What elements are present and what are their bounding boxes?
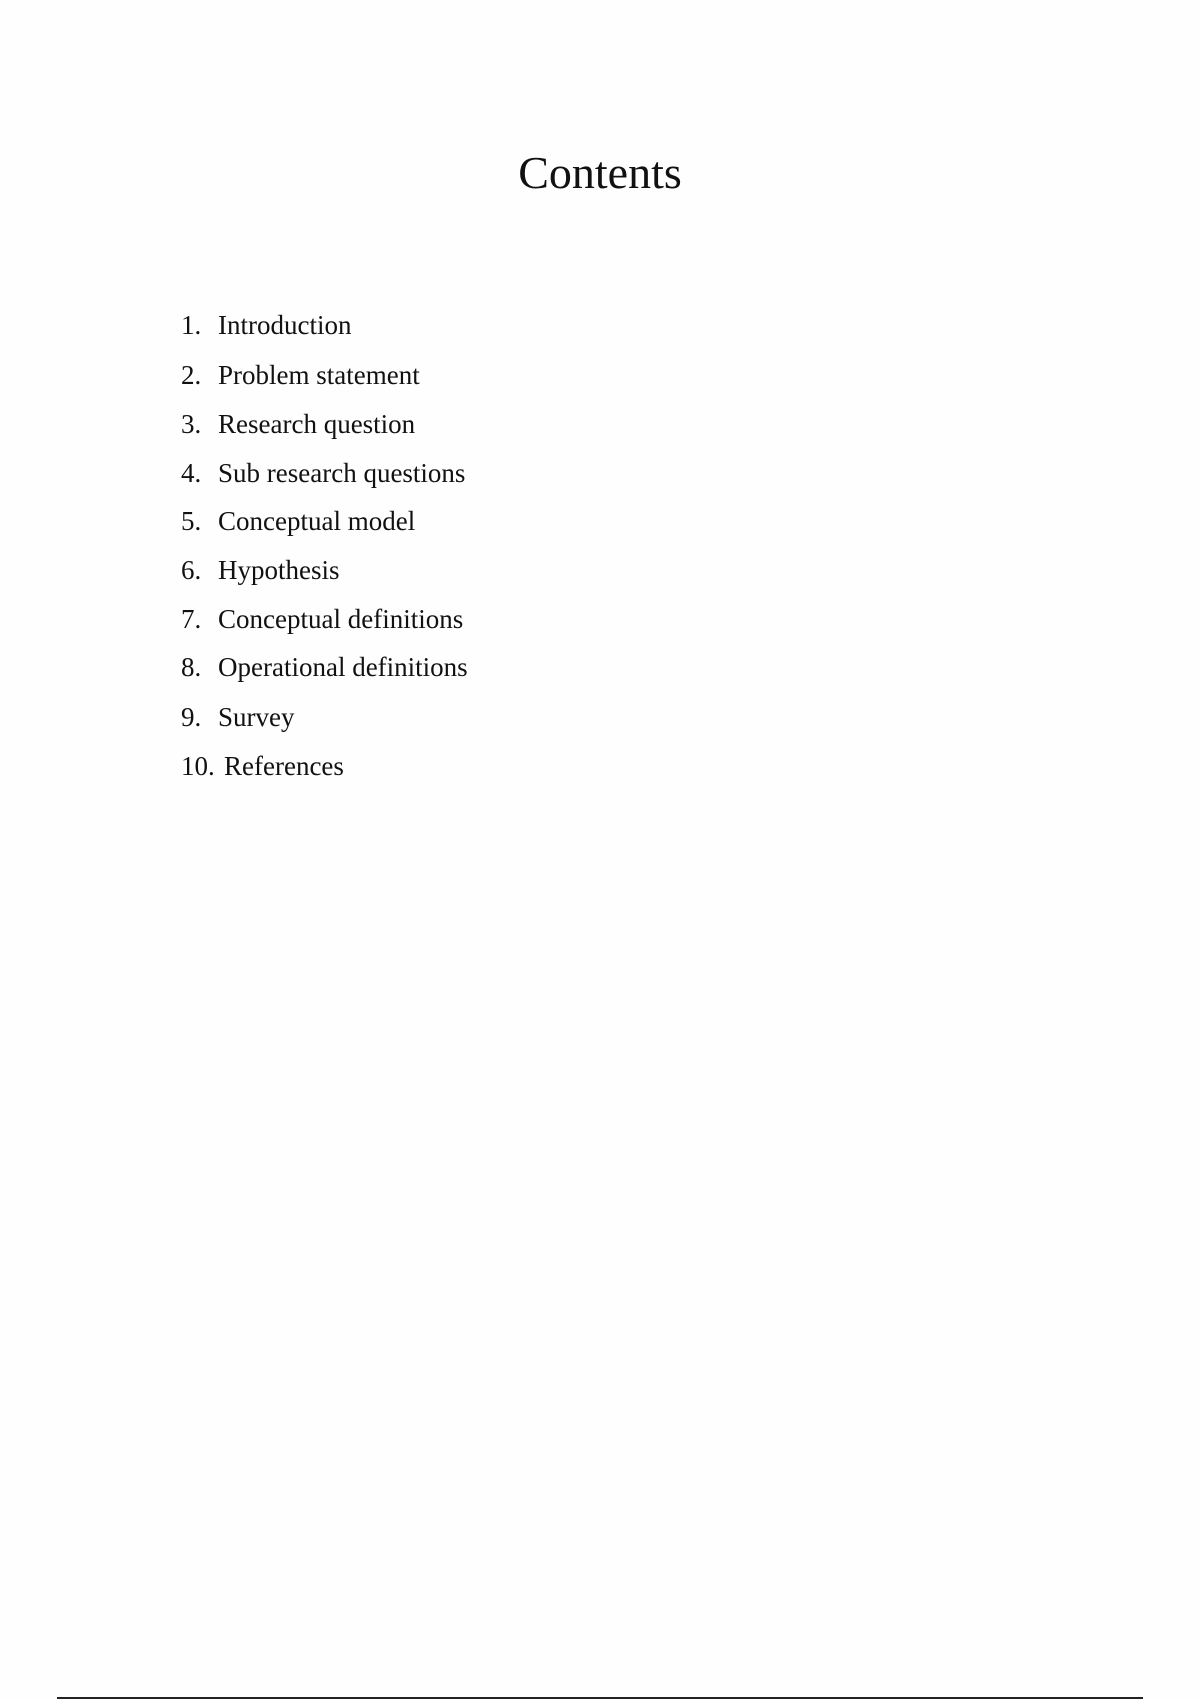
toc-item-number: 4. xyxy=(181,458,202,488)
toc-item-conceptual-definitions xyxy=(181,602,463,636)
toc-item-number: 10. xyxy=(181,751,215,781)
toc-item-label: Research question xyxy=(218,409,416,439)
toc-item-hypothesis xyxy=(181,553,340,587)
toc-item-survey xyxy=(181,700,295,734)
toc-item-label: Problem statement xyxy=(218,360,420,390)
toc-item-number: 2. xyxy=(181,360,202,390)
toc-item-conceptual-model xyxy=(181,504,415,538)
toc-item-number: 8. xyxy=(181,652,202,682)
toc-item-label: Conceptual definitions xyxy=(218,604,464,634)
toc-item-label: Operational definitions xyxy=(218,652,468,682)
toc-item-problem-statement xyxy=(181,358,420,392)
toc-item-research-question xyxy=(181,407,415,441)
toc-item-label: References xyxy=(224,751,344,781)
toc-item-number: 1. xyxy=(181,310,202,340)
toc-item-label: Introduction xyxy=(218,310,352,340)
footer-divider xyxy=(57,1697,1143,1699)
toc-item-label: Conceptual model xyxy=(218,506,416,536)
toc-item-number: 6. xyxy=(181,555,202,585)
toc-item-number: 9. xyxy=(181,702,202,732)
toc-item-number: 7. xyxy=(181,604,202,634)
toc-item-label: Hypothesis xyxy=(218,555,340,585)
toc-item-label: Survey xyxy=(218,702,295,732)
toc-item-operational-definitions xyxy=(181,650,468,684)
toc-item-number: 5. xyxy=(181,506,202,536)
page-title: Contents xyxy=(518,147,682,198)
toc-item-number: 3. xyxy=(181,409,202,439)
toc-item-introduction xyxy=(181,308,351,342)
toc-item-references xyxy=(181,749,344,783)
toc-item-label: Sub research questions xyxy=(218,458,466,488)
toc-item-sub-research-questions xyxy=(181,456,465,490)
